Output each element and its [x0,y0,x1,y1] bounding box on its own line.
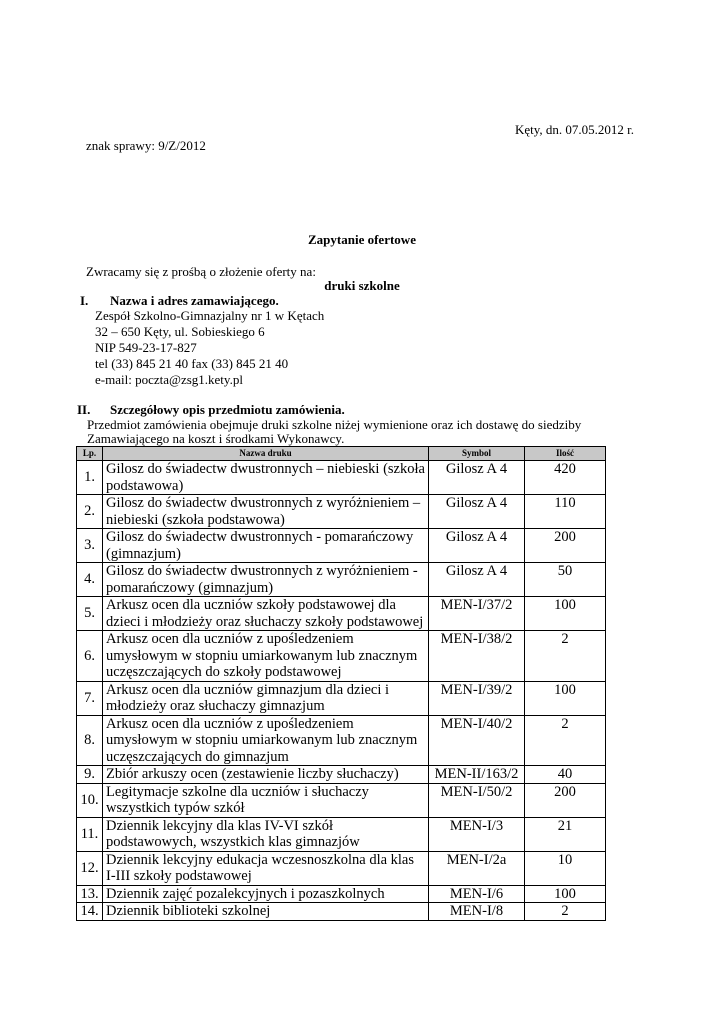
row-symbol: MEN-II/163/2 [429,766,525,784]
row-name: Arkusz ocen dla uczniów gimnazjum dla dzieci i młodzieży oraz słuchaczy gimnazjum [103,681,429,715]
row-symbol: MEN-I/50/2 [429,783,525,817]
row-number: 12. [77,851,103,885]
table-row [77,903,606,921]
row-number: 9. [77,766,103,784]
header-symbol: Symbol [429,447,525,461]
row-number: 10. [77,783,103,817]
row-symbol: Gilosz A 4 [429,495,525,529]
row-symbol: Gilosz A 4 [429,529,525,563]
section-1-heading: Nazwa i adres zamawiającego. [110,293,279,308]
place-date: Kęty, dn. 07.05.2012 r. [515,122,635,137]
row-symbol: MEN-I/38/2 [429,631,525,682]
row-quantity: 2 [525,715,606,766]
row-quantity: 200 [525,529,606,563]
case-reference: znak sprawy: 9/Z/2012 [86,138,206,153]
table-row [77,817,606,851]
row-name: Dziennik lekcyjny dla klas IV-VI szkół podstawowych, wszystkich klas gimnazjów [103,817,429,851]
row-number: 14. [77,903,103,921]
table-row [77,597,606,631]
row-symbol: MEN-I/2a [429,851,525,885]
row-number: 1. [77,461,103,495]
row-number: 13. [77,885,103,903]
row-quantity: 2 [525,903,606,921]
section-2-text: Zamawiającego na koszt i środkami Wykonawcy. [87,431,345,446]
row-name: Arkusz ocen dla uczniów z upośledzeniem umysłowym w stopniu umiarkowanym lub znacznym uczęszczających do gimnazjum [103,715,429,766]
row-symbol: Gilosz A 4 [429,461,525,495]
row-name: Dziennik lekcyjny edukacja wczesnoszkolna dla klas I-III szkoły podstawowej [103,851,429,885]
header-name: Nazwa druku [103,447,429,461]
row-quantity: 40 [525,766,606,784]
row-quantity: 21 [525,817,606,851]
intro-text: Zwracamy się z prośbą o złożenie oferty na: [86,264,316,279]
row-name: Gilosz do świadectw dwustronnych z wyróżnieniem - pomarańczowy (gimnazjum) [103,563,429,597]
items-table [76,446,606,921]
address-line: NIP 549-23-17-827 [95,340,197,355]
row-number: 3. [77,529,103,563]
section-2-heading: Szczegółowy opis przedmiotu zamówienia. [110,402,345,417]
table-row [77,529,606,563]
row-quantity: 100 [525,885,606,903]
row-quantity: 100 [525,681,606,715]
table-row [77,783,606,817]
row-name: Dziennik biblioteki szkolnej [103,903,429,921]
row-name: Zbiór arkuszy ocen (zestawienie liczby słuchaczy) [103,766,429,784]
row-number: 5. [77,597,103,631]
row-quantity: 110 [525,495,606,529]
table-row [77,563,606,597]
table-row [77,715,606,766]
row-symbol: MEN-I/8 [429,903,525,921]
table-row [77,885,606,903]
row-name: Legitymacje szkolne dla uczniów i słuchaczy wszystkich typów szkół [103,783,429,817]
row-quantity: 100 [525,597,606,631]
row-quantity: 2 [525,631,606,682]
row-name: Gilosz do świadectw dwustronnych – niebieski (szkoła podstawowa) [103,461,429,495]
row-symbol: MEN-I/3 [429,817,525,851]
row-name: Arkusz ocen dla uczniów szkoły podstawowej dla dzieci i młodzieży oraz słuchaczy szkoły podstawowej [103,597,429,631]
table-row [77,461,606,495]
row-symbol: MEN-I/39/2 [429,681,525,715]
row-number: 6. [77,631,103,682]
row-quantity: 420 [525,461,606,495]
table-row [77,851,606,885]
header-lp: Lp. [77,447,103,461]
row-quantity: 50 [525,563,606,597]
row-symbol: MEN-I/37/2 [429,597,525,631]
table-row [77,495,606,529]
section-1-number: I. [80,293,89,308]
table-row [77,681,606,715]
address-line: Zespół Szkolno-Gimnazjalny nr 1 w Kętach [95,308,325,323]
row-name: Dziennik zajęć pozalekcyjnych i pozaszkolnych [103,885,429,903]
section-2-number: II. [77,402,91,417]
row-number: 11. [77,817,103,851]
table-header-row [77,447,606,461]
row-name: Gilosz do świadectw dwustronnych - pomarańczowy (gimnazjum) [103,529,429,563]
row-quantity: 10 [525,851,606,885]
row-name: Gilosz do świadectw dwustronnych z wyróżnieniem – niebieski (szkoła podstawowa) [103,495,429,529]
page-title: Zapytanie ofertowe [308,232,416,247]
row-name: Arkusz ocen dla uczniów z upośledzeniem umysłowym w stopniu umiarkowanym lub znacznym uczęszczających do szkoły podstawowej [103,631,429,682]
row-number: 8. [77,715,103,766]
row-number: 2. [77,495,103,529]
row-number: 7. [77,681,103,715]
email-line: e-mail: poczta@zsg1.kety.pl [95,372,243,387]
address-line: tel (33) 845 21 40 fax (33) 845 21 40 [95,356,289,371]
table-row [77,766,606,784]
address-line: 32 – 650 Kęty, ul. Sobieskiego 6 [95,324,265,339]
row-symbol: MEN-I/6 [429,885,525,903]
subject-line: druki szkolne [324,278,400,293]
row-number: 4. [77,563,103,597]
table-row [77,631,606,682]
section-2-text: Przedmiot zamówienia obejmuje druki szkolne niżej wymienione oraz ich dostawę do siedziby [87,417,582,432]
row-symbol: MEN-I/40/2 [429,715,525,766]
header-quantity: Ilość [525,447,606,461]
row-quantity: 200 [525,783,606,817]
row-symbol: Gilosz A 4 [429,563,525,597]
